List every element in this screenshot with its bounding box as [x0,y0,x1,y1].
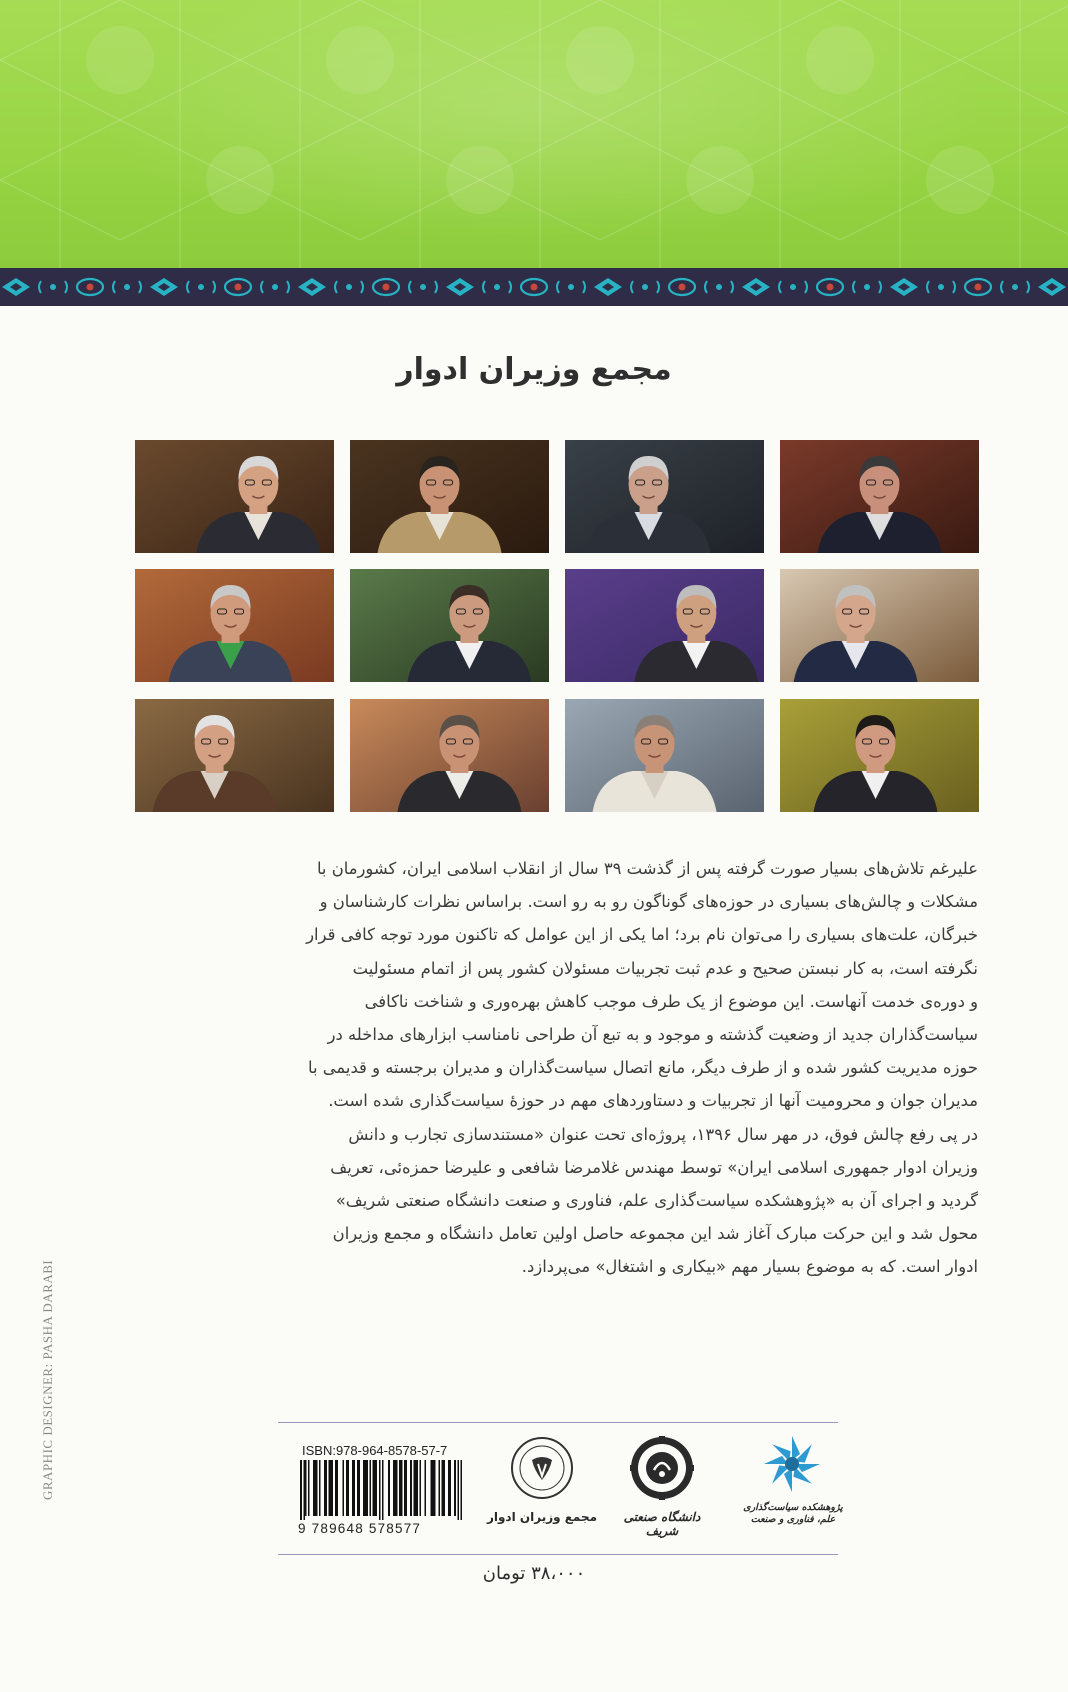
ornament-motif [742,278,770,296]
barcode-bar [404,1460,406,1516]
barcode-bar [319,1460,321,1516]
barcode-bar [406,1460,408,1516]
barcode-bar [329,1460,331,1516]
photo-minister-10 [350,699,549,812]
footer-top-rule [278,1422,838,1423]
publisher-caption: مجمع وزیران ادوار [486,1510,598,1524]
photo-minister-12 [780,699,979,812]
designer-credit: GRAPHIC DESIGNER: PASHA DARABI [40,1259,55,1500]
photo-minister-6 [350,569,549,682]
ornament-motif [373,279,399,295]
barcode-bar [366,1460,368,1516]
barcode-bar [417,1460,419,1516]
cover-title: مجمع وزیران ادوار [396,352,672,387]
cover-top-band [0,0,1068,268]
barcode-bar [410,1460,412,1516]
ornament-motif [77,279,103,295]
ornament-motif [779,281,807,293]
ornament-motif [1038,278,1066,296]
ornament-motif [965,279,991,295]
geometric-pattern [0,0,1068,268]
ornament-motif [927,281,955,293]
barcode-bar [357,1460,359,1516]
barcode-bar [354,1460,356,1516]
ornament-motif [39,281,67,293]
ornament-motif [705,281,733,293]
barcode-bar [363,1460,365,1516]
barcode-bar [439,1460,441,1516]
barcode-bar [359,1460,361,1516]
ornament-motif [298,278,326,296]
photo-minister-5 [135,569,334,682]
ornament-motif [594,278,622,296]
photo-minister-11 [565,699,764,812]
ornamental-border [0,268,1068,306]
barcode-bar [326,1460,328,1516]
barcode-bar [432,1460,434,1516]
ornament-motif [853,281,881,293]
barcode-bar [442,1460,444,1516]
blurb-line: خبرگان، علت‌های بسیاری را می‌توان نام برد؛ اما یکی از این عوامل که تاکنون مورد توجه کافی قرار [306,925,978,945]
ornament-motif [669,279,695,295]
isbn-number: ISBN:978-964-8578-57-7 [302,1443,448,1458]
barcode-bar [374,1460,376,1516]
barcode-bar [313,1460,315,1516]
blurb-line: وزیران ادوار جمهوری اسلامی ایران» توسط مهندس غلامرضا شافعی و علیرضا حمزه‌ئی، تعریف [330,1157,978,1177]
institute-logo-icon [760,1432,824,1496]
barcode-bar [431,1460,433,1516]
barcode-bar [365,1460,367,1516]
ornament-motif [335,281,363,293]
barcode-bar [414,1460,416,1516]
barcode-bar [396,1460,398,1516]
publisher-seal-icon [510,1436,574,1500]
ornament-pattern [0,268,1068,306]
barcode-digits: 9 789648 578577 [298,1521,422,1536]
blurb-line: حوزه مدیریت کشور شده و از طرف دیگر، مانع اتصال سیاست‌گذاران و مدیران برجسته و قدیمی با [307,1058,978,1078]
ornament-motif [890,278,918,296]
barcode-bar [393,1460,395,1516]
barcode-bar [337,1460,339,1516]
blurb-line: علیرغم تلاش‌های بسیار صورت گرفته پس از گذشت ۳۹ سال از انقلاب اسلامی ایران، کشورمان با [316,859,978,878]
barcode-bar [330,1460,332,1516]
barcode [298,1460,470,1520]
ornament-motif [113,281,141,293]
blurb-line: مشکلات و چالش‌های بسیاری در حوزه‌های گوناگون رو به رو است. براساس نظرات کارشناسان و [319,892,978,912]
barcode-bar [415,1460,417,1516]
barcode-bar [308,1460,310,1516]
portrait-grid [135,440,979,812]
ornament-motif [557,281,585,293]
barcode-bar [443,1460,445,1516]
ornament-motif [409,281,437,293]
barcode-bar [332,1460,334,1516]
barcode-bar [315,1460,317,1516]
blurb-line: گردید و اجرای آن به «پژوهشکده سیاست‌گذاری علم، فناوری و صنعت دانشگاه صنعتی شریف» [335,1191,978,1211]
barcode-bar [324,1460,326,1516]
barcode-bar [352,1460,354,1516]
photo-minister-4 [780,440,979,553]
footer-bottom-rule [278,1554,838,1555]
blurb-line: ادوار است. که به موضوع بسیار مهم «بیکاری و اشتغال» می‌پردازد. [521,1257,978,1277]
price-label: ۳۸،۰۰۰ تومان [482,1563,586,1584]
ornament-motif [631,281,659,293]
barcode-bar [450,1460,452,1516]
ornament-motif [483,281,511,293]
university-caption: دانشگاه صنعتی شریف [623,1510,701,1538]
ornament-motif [446,278,474,296]
barcode-bar [382,1460,384,1520]
barcode-bar [348,1460,350,1516]
blurb-line: و دوره‌ی خدمت آنهاست. این موضوع از یک طرف موجب کاهش بهره‌وری و شناخت ناکافی [364,991,978,1011]
ornament-motif [150,278,178,296]
barcode-bar [434,1460,436,1516]
blurb-line: مدیران جوان و محرومیت آنها از تجربیات و دستاوردهای مهم در حوزهٔ سیاست‌گذاری شده است. [328,1091,978,1111]
barcode-bar [346,1460,348,1516]
ornament-motif [817,279,843,295]
ornament-motif [1001,281,1029,293]
blurb-line: محول شد و این حرکت مبارک آغاز شد این مجموعه حاصل اولین تعامل دانشگاه و مجمع وزیران [332,1224,978,1244]
photo-minister-3 [565,440,764,553]
barcode-bar [316,1460,318,1516]
barcode-bar [376,1460,378,1516]
sharif-university-logo-icon [628,1434,696,1502]
ornament-motif [261,281,289,293]
barcode-bar [304,1460,306,1520]
barcode-bar [379,1460,381,1520]
ornament-motif [521,279,547,295]
institute-caption: پژوهشکده سیاست‌گذاری علم، فناوری و صنعت [743,1502,843,1525]
photo-minister-9 [135,699,334,812]
barcode-bar [401,1460,403,1516]
blurb-line: سیاست‌گذاران جدید از وضعیت گذشته و موجود و به تبع آن طراحی نامناسب ابزارهای مداخله در [327,1025,978,1045]
barcode-bar [458,1460,460,1520]
barcode-bar [448,1460,450,1516]
photo-minister-1 [135,440,334,553]
barcode-bar [420,1460,422,1516]
barcode-bar [395,1460,397,1516]
barcode-bar [425,1460,427,1516]
barcode-bar [454,1460,456,1516]
blurb-line: در پی رفع چالش فوق، در مهر سال ۱۳۹۶، پروژه‌ای تحت عنوان «مستندسازی تجارب و دانش [348,1124,978,1144]
photo-minister-7 [565,569,764,682]
barcode-bar [461,1460,463,1520]
ornament-motif [187,281,215,293]
barcode-bar [399,1460,401,1516]
barcode-bar [335,1460,337,1516]
barcode-bar [305,1460,307,1516]
ornament-motif [2,278,30,296]
blurb-line: نگرفته است، به کار نبستن صحیح و عدم ثبت تجربیات مسئولان کشور پس از اتمام مسئولیت [352,958,978,978]
barcode-bar [388,1460,390,1516]
barcode-bar [343,1460,345,1516]
barcode-bar [300,1460,302,1520]
barcode-bar [370,1460,372,1516]
ornament-motif [225,279,251,295]
photo-minister-2 [350,440,549,553]
barcode-bar [373,1460,375,1516]
photo-minister-8 [780,569,979,682]
back-cover-blurb [136,852,978,1284]
